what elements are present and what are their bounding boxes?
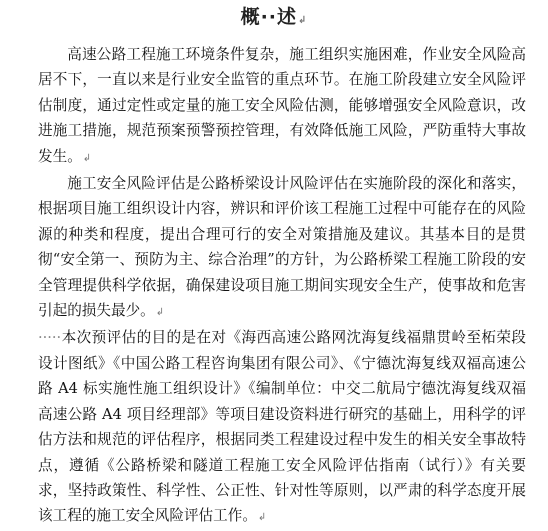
- section-heading: [0, 4, 548, 34]
- paragraph-3: [38, 325, 526, 530]
- heading-text: 概··述: [240, 6, 298, 28]
- paragraph-mark-icon: ↲: [82, 152, 92, 164]
- document-body: [38, 42, 526, 531]
- paragraph-2: [38, 171, 526, 325]
- paragraph-mark-icon: ↲: [298, 15, 308, 26]
- leading-dots: ·····: [38, 329, 62, 347]
- paragraph-mark-icon: ↲: [155, 307, 165, 319]
- paragraph-1-text: 高速公路工程施工环境条件复杂，施工组织实施困难，作业安全风险高居不下，一直以来是行业安全监管的重点环节。在施工阶段建立安全风险评估制度，通过定性或定量的施工安全风险估测，能够增强安全风险意识，改进施工措施，规范预案预警预控管理，有效降低施工风险，严防重特大事故发生。: [38, 46, 526, 165]
- paragraph-3-text: 本次预评估的目的是在对《海西高速公路网沈海复线福鼎贯岭至柘荣段设计图纸》《中国公路工程咨询集团有限公司》、《宁德沈海复线双福高速公路 A4 标实施性施工组织设计》《编制单位：中交二航局宁德沈海复线双福高速公路 A4 项目经理部》等项目建设资料进行研究的基础上，用科学的评估方法和规范的评估程序，根据同类工程建设过程中发生的相关安全事故特点，遵循《公路桥梁和隧道工程施工安全风险评估指南（试行）》有关要求，坚持政策性、科学性、公正性、针对性等原则，以严肃的科学态度开展该工程的施工安全风险评估工作。: [38, 329, 526, 525]
- paragraph-1: [38, 42, 526, 171]
- paragraph-2-text: 施工安全风险评估是公路桥梁设计风险评估在实施阶段的深化和落实，根据项目施工组织设计内容，辨识和评价该工程施工过程中可能存在的风险源的种类和程度，提出合理可行的安全对策措施及建议。其基本目的是贯彻“安全第一、预防为主、综合治理”的方针，为公路桥梁工程施工阶段的安全管理提供科学依据，确保建设项目施工期间实现安全生产，使事故和危害引起的损失最少。: [38, 175, 526, 320]
- paragraph-mark-icon: ↲: [257, 512, 267, 524]
